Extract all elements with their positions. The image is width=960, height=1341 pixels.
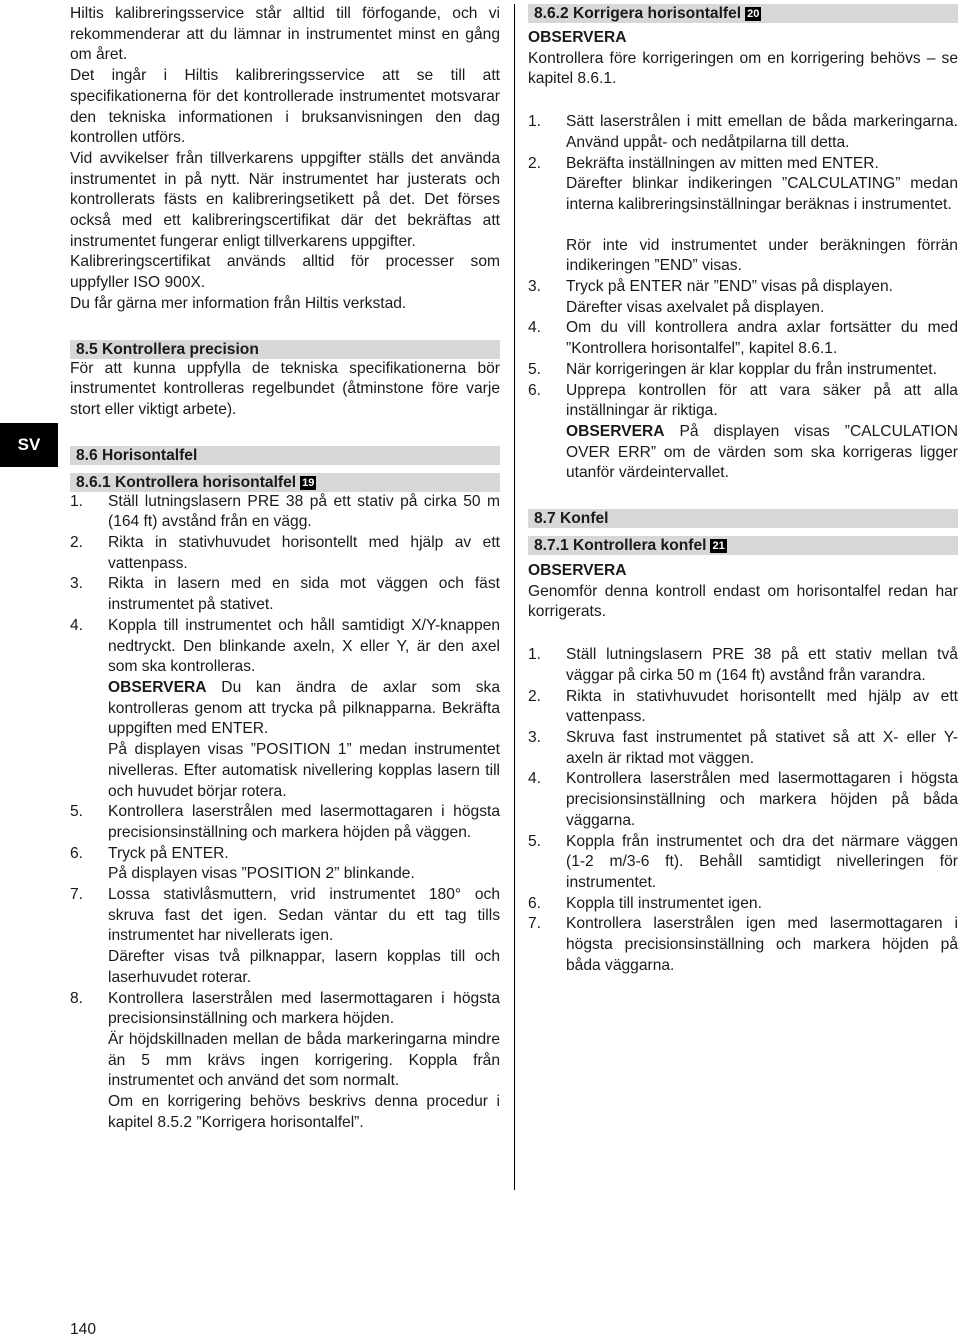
step-number: 8. [70, 989, 84, 1007]
section-heading-8-6-1 [70, 473, 500, 492]
step-number: 6. [70, 844, 84, 862]
figure-reference: 19 [302, 476, 315, 489]
step-text: Tryck på ENTER när ”END” visas på displayen. [566, 278, 893, 296]
step-note [108, 678, 500, 740]
step-number: 4. [528, 319, 542, 337]
step-text: Är höjdskillnaden mellan de båda markeringarna mindre än 5 mm krävs ingen korrigering. Koppla från instrumentet och använd det som normalt. [108, 1030, 500, 1090]
step-number: 3. [70, 575, 84, 593]
check-steps-list [70, 492, 500, 1134]
note-text: Genomför denna kontroll endast om horisontalfel redan har korrigerats. [528, 582, 958, 621]
note-heading: OBSERVERA [528, 562, 627, 580]
step-number: 3. [528, 728, 542, 746]
step-number: 5. [528, 832, 542, 850]
step-number: 4. [70, 616, 84, 634]
step-text: På displayen visas ”POSITION 1” medan instrumentet nivelleras. Efter automatisk nivellering kopplas lasern till och huvudet börjar rotera. [108, 741, 500, 800]
heading-text: 8.7.1 Kontrollera konfel [534, 537, 707, 555]
step-text: Ställ lutningslasern PRE 38 på ett stativ mellan två väggar på cirka 50 m (164 ft) avstånd från varandra. [566, 646, 958, 684]
list-item [528, 381, 958, 485]
step-text: Kontrollera laserstrålen med lasermottagaren i högsta precisionsinställning och markera höjden. [108, 989, 500, 1028]
right-column [528, 4, 958, 976]
step-text: Därefter blinkar indikeringen ”CALCULATING” medan interna kalibreringsinställningar beräknas i instrumentet. [566, 175, 958, 213]
step-text: Rör inte vid instrumentet under beräkningen förrän indikeringen ”END” visas. [566, 236, 958, 275]
step-text: Koppla från instrumentet och dra det närmare väggen (1-2 m/3-6 ft). Behåll samtidigt nivelleringen för instrumentet. [566, 832, 958, 891]
list-item [528, 728, 958, 769]
list-item [528, 769, 958, 831]
step-number: 2. [528, 687, 542, 705]
step-number: 4. [528, 770, 542, 788]
step-text: Om en korrigering behövs beskrivs denna procedur i kapitel 8.5.2 ”Korrigera horisontalfel”. [108, 1093, 500, 1131]
step-note [566, 422, 958, 484]
heading-text: 8.6.1 Kontrollera horisontalfel [76, 473, 297, 491]
list-item [528, 360, 958, 381]
list-item [528, 112, 958, 153]
list-item [528, 645, 958, 686]
page-number: 140 [70, 1321, 97, 1338]
step-number: 5. [528, 360, 542, 378]
list-item [70, 844, 500, 885]
list-item [70, 885, 500, 989]
list-item [528, 832, 958, 894]
step-text: Rikta in stativhuvudet horisontellt med hjälp av ett vattenpass. [108, 534, 500, 572]
step-text: Koppla till instrumentet och håll samtidigt X/Y-knappen nedtryckt. Den blinkande axeln, X eller Y, är den axel som ska kontrolleras. [108, 616, 500, 676]
section-heading-8-7: 8.7 Konfel [528, 509, 958, 528]
step-text: När korrigeringen är klar kopplar du från instrumentet. [566, 360, 937, 378]
step-text: Skruva fast instrumentet på stativet så att X- eller Y-axeln är riktad mot väggen. [566, 728, 958, 767]
step-text: Upprepa kontrollen för att vara säker på att alla inställningar är riktiga. [566, 381, 958, 420]
step-number: 7. [528, 915, 542, 933]
note-text: Kontrollera före korrigeringen om en korrigering behövs – se kapitel 8.6.1. [528, 49, 958, 88]
section-heading-8-5: 8.5 Kontrollera precision [70, 340, 500, 359]
cone-check-steps-list [528, 645, 958, 976]
intro-paragraph-1: Hiltis kalibreringsservice står alltid till förfogande, och vi rekommenderar att du lämnar in instrumentet minst en gång om året. [70, 5, 500, 64]
note-label: OBSERVERA [108, 678, 207, 696]
step-number: 1. [528, 646, 542, 664]
step-text: Sätt laserstrålen i mitt emellan de båda markeringarna. Använd uppåt- och nedåtpilarna till detta. [566, 113, 958, 151]
step-text: Rikta in lasern med en sida mot väggen och fäst instrumentet på stativet. [108, 575, 500, 614]
section-heading-8-6: 8.6 Horisontalfel [70, 446, 500, 465]
step-text: Ställ lutningslasern PRE 38 på ett stativ på cirka 50 m (164 ft) avstånd från en vägg. [108, 492, 500, 531]
heading-text: 8.6.2 Korrigera horisontalfel [534, 5, 742, 22]
step-number: 3. [528, 278, 542, 296]
step-number: 5. [70, 803, 84, 821]
step-text: Bekräfta inställningen av mitten med ENTER. [566, 154, 879, 172]
note-text: På displayen visas ”CALCULATION OVER ERR” om de värden som ska korrigeras ligger utanför värdeintervallet. [566, 422, 958, 482]
step-text: Koppla till instrumentet igen. [566, 894, 762, 912]
list-item [70, 802, 500, 843]
list-item [528, 318, 958, 359]
list-item [70, 616, 500, 802]
step-number: 7. [70, 886, 84, 904]
step-number: 2. [528, 154, 542, 172]
step-number: 6. [528, 894, 542, 912]
step-text: Lossa stativlåsmuttern, vrid instrumentet 180° och skruva fast det igen. Sedan väntar du ett tag tills instrumentet har nivellerats igen. [108, 886, 500, 945]
correct-steps-list [528, 112, 958, 484]
list-item [70, 989, 500, 1134]
list-item [528, 687, 958, 728]
left-column [70, 4, 500, 1133]
intro-paragraph-3: Vid avvikelser från tillverkarens uppgifter ställs det använda instrumentet in på nytt. När instrumentet har justerats och kontrollerats fästs en kalibreringsetikett på det. Det förses också med ett kalibreringscertifikat där det bekräftas att instrumentet fungerar enligt tillverkarens uppgifter. [70, 149, 500, 250]
intro-paragraph-5: Du får gärna mer information från Hiltis verkstad. [70, 294, 407, 312]
list-item [528, 894, 958, 915]
step-text: Tryck på ENTER. [108, 844, 229, 862]
note-label: OBSERVERA [566, 422, 665, 440]
section-8-5-text: För att kunna uppfylla de tekniska specifikationerna bör instrumentet kontrolleras regelbundet (åtminstone före varje stort eller viktigt arbete). [70, 359, 500, 418]
step-text: Rikta in stativhuvudet horisontellt med hjälp av ett vattenpass. [566, 687, 958, 726]
step-number: 1. [70, 492, 84, 510]
section-heading-8-6-2 [528, 4, 958, 23]
list-item [528, 914, 958, 976]
list-item [528, 277, 958, 318]
note-text: Du kan ändra de axlar som ska kontrolleras genom att trycka på pilknapparna. Bekräfta uppgiften med ENTER. [108, 678, 500, 738]
step-text: Kontrollera laserstrålen med lasermottagaren i högsta precisionsinställning och markera höjden på båda väggarna. [566, 770, 958, 829]
step-text: Kontrollera laserstrålen med lasermottagaren i högsta precisionsinställning och markera höjden på väggen. [108, 803, 500, 841]
step-text: Därefter visas två pilknappar, lasern kopplas till och laserhuvudet roterar. [108, 948, 500, 986]
intro-paragraph-2: Det ingår i Hiltis kalibreringsservice att se till att specifikationerna för det kontrollerade instrumentet motsvarar den tekniska informationen i bruksanvisningen den dag kontrollen utförs. [70, 67, 500, 147]
column-divider [514, 4, 515, 1190]
language-tab: SV [0, 423, 58, 467]
list-item [70, 492, 500, 533]
note-heading: OBSERVERA [528, 29, 627, 46]
list-item [528, 154, 958, 278]
step-number: 6. [528, 381, 542, 399]
step-number: 1. [528, 113, 542, 131]
step-text: Om du vill kontrollera andra axlar fortsätter du med ”Kontrollera horisontalfel”, kapitel 8.6.1. [566, 319, 958, 358]
step-text: Kontrollera laserstrålen igen med lasermottagaren i högsta precisionsinställning och markera höjden på båda väggarna. [566, 915, 958, 974]
step-text: Därefter visas axelvalet på displayen. [566, 298, 825, 316]
list-item [70, 574, 500, 615]
section-heading-8-7-1 [528, 536, 958, 555]
intro-paragraph-4: Kalibreringscertifikat används alltid för processer som uppfyller ISO 900X. [70, 253, 500, 292]
step-number: 2. [70, 534, 84, 552]
figure-reference: 21 [712, 540, 725, 553]
list-item [70, 533, 500, 574]
figure-reference: 20 [747, 8, 760, 20]
step-text: På displayen visas ”POSITION 2” blinkande. [108, 865, 415, 883]
